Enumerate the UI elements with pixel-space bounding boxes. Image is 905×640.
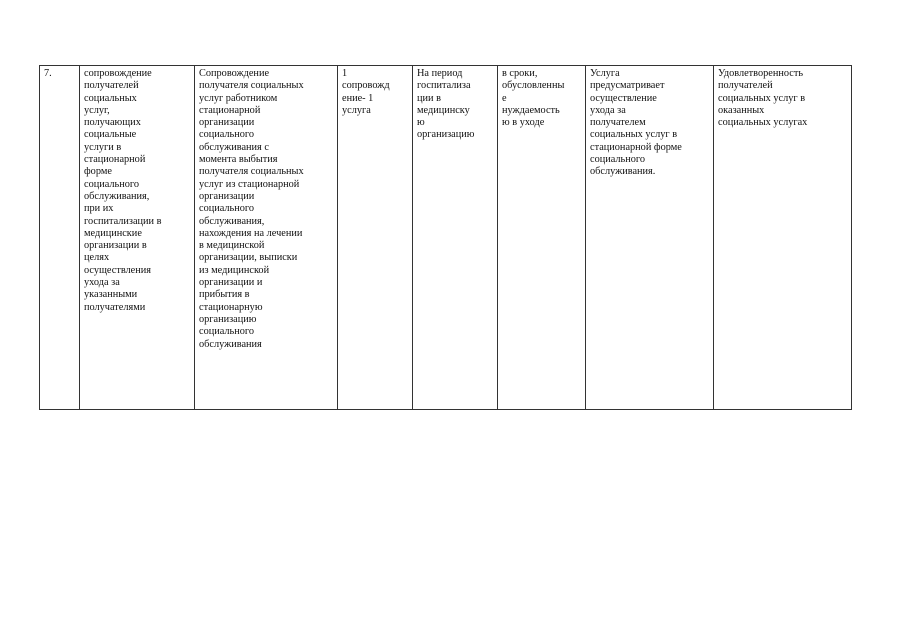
service-period: На период госпитализа ции в медицинску ю организацию (417, 68, 475, 141)
period-cell (413, 66, 498, 410)
timing-cell (498, 66, 586, 410)
service-volume: 1 сопровожд ение- 1 услуга (342, 68, 390, 116)
quality-cell (714, 66, 852, 410)
service-conditions: Услуга предусматривает осуществление ухода за получателем социальных услуг в стационарной форме социального обслуживания. (590, 68, 682, 178)
row-number: 7. (44, 68, 52, 79)
row-number-cell (40, 66, 80, 410)
conditions-cell (586, 66, 714, 410)
volume-cell (338, 66, 413, 410)
service-quality: Удовлетворенность получателей социальных услуг в оказанных социальных услугах (718, 68, 808, 129)
service-name: сопровождение получателей социальных услуг, получающих социальные услуги в стационарной форме социального обслуживания, при их госпитализации в медицинские организации в целях осуществления ухода за указанными получателями (84, 68, 162, 313)
table-row (40, 66, 852, 410)
description-cell (195, 66, 338, 410)
service-description: Сопровождение получателя социальных услуг работником стационарной организации социального обслуживания с момента выбытия получателя социальных услуг из стационарной организации социального обслуживания, нахождения на лечении в медицинской организации, выписки из медицинской организации и прибытия в стационарную организацию социального обслуживания (199, 68, 304, 350)
service-name-cell (80, 66, 195, 410)
service-timing: в сроки, обусловленны е нуждаемость ю в уходе (502, 68, 565, 129)
services-table (39, 65, 852, 410)
